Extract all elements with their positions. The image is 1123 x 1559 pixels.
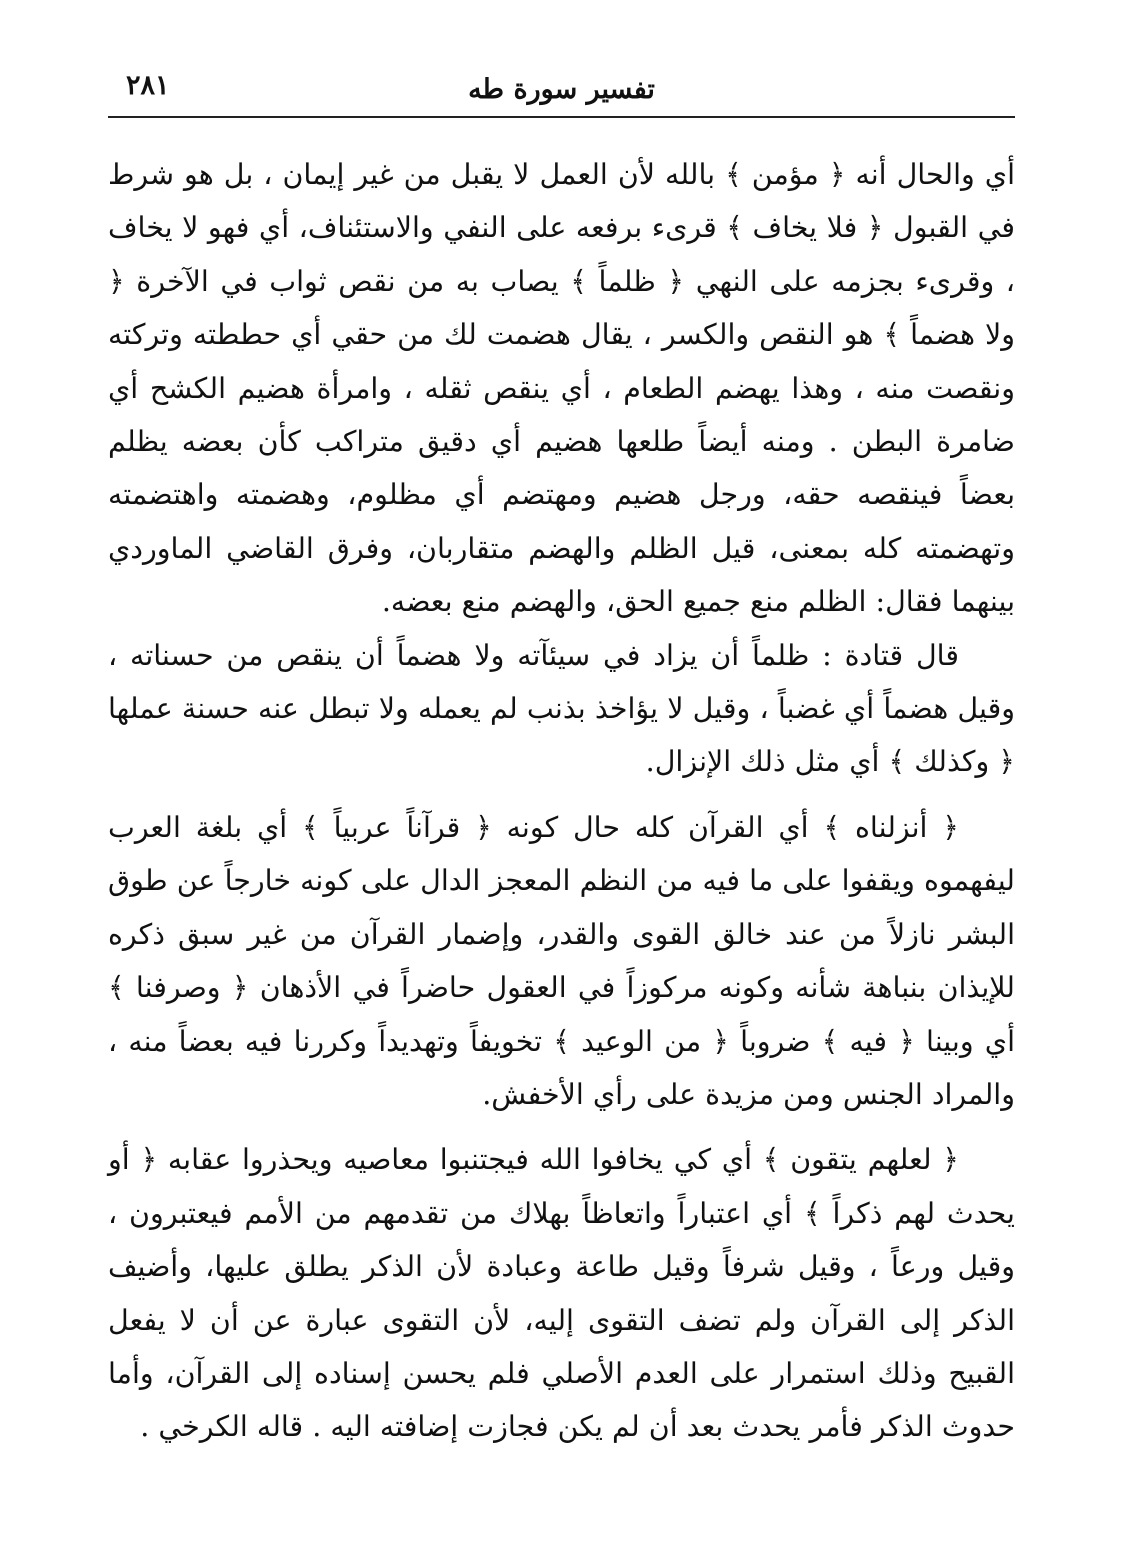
body-text xyxy=(108,148,1015,1454)
paragraph: قال قتادة : ظلماً أن يزاد في سيئآته ولا هضماً أن ينقص من حسناته ، وقيل هضماً أي غضباً ، وقيل لا يؤاخذ بذنب لم يعمله ولا تبطل عنه حسنة عملها ﴿ وكذلك ﴾ أي مثل ذلك الإنزال. xyxy=(108,638,1015,779)
running-title: تفسير سورة طه xyxy=(468,74,655,105)
paragraph: ﴿ لعلهم يتقون ﴾ أي كي يخافوا الله فيجتنبوا معاصيه ويحذروا عقابه ﴿ أو يحدث لهم ذكراً ﴾ أي اعتباراً واتعاظاً بهلاك من تقدمهم من الأمم فيعتبرون ، وقيل ورعاً ، وقيل شرفاً وقيل طاعة وعبادة لأن الذكر يطلق عليها، وأضيف الذكر إلى القرآن ولم تضف التقوى إليه، لأن التقوى عبارة عن أن لا يفعل القبيح وذلك استمرار على العدم الأصلي فلم يحسن إسناده إلى القرآن، وأما حدوث الذكر فأمر يحدث بعد أن لم يكن فجازت إضافته اليه . قاله الكرخي . xyxy=(108,1143,1015,1444)
header-rule xyxy=(108,116,1015,118)
page-header xyxy=(108,66,1015,118)
page-number: ٢٨١ xyxy=(126,70,170,101)
paragraph: ﴿ أنزلناه ﴾ أي القرآن كله حال كونه ﴿ قرآناً عربياً ﴾ أي بلغة العرب ليفهموه ويقفوا على ما فيه من النظم المعجز الدال على كونه خارجاً عن طوق البشر نازلاً من عند خالق القوى والقدر، وإضمار القرآن من غير سبق ذكره للإيذان بنباهة شأنه وكونه مركوزاً في العقول حاضراً في الأذهان ﴿ وصرفنا ﴾ أي وبينا ﴿ فيه ﴾ ضروباً ﴿ من الوعيد ﴾ تخويفاً وتهديداً وكررنا فيه بعضاً منه ، والمراد الجنس ومن مزيدة على رأي الأخفش. xyxy=(108,810,1015,1111)
paragraph: أي والحال أنه ﴿ مؤمن ﴾ بالله لأن العمل لا يقبل من غير إيمان ، بل هو شرط في القبول ﴿ فلا يخاف ﴾ قرىء برفعه على النفي والاستئناف، أي فهو لا يخاف ، وقرىء بجزمه على النهي ﴿ ظلماً ﴾ يصاب به من نقص ثواب في الآخرة ﴿ ولا هضماً ﴾ هو النقص والكسر ، يقال هضمت لك من حقي أي حططته وتركته ونقصت منه ، وهذا يهضم الطعام ، أي ينقص ثقله ، وامرأة هضيم الكشح أي ضامرة البطن . ومنه أيضاً طلعها هضيم أي دقيق متراكب كأن بعضه يظلم بعضاً فينقصه حقه، ورجل هضيم ومهتضم أي مظلوم، وهضمته واهتضمته وتهضمته كله بمعنى، قيل الظلم والهضم متقاربان، وفرق القاضي الماوردي بينهما فقال: الظلم منع جميع الحق، والهضم منع بعضه. xyxy=(108,158,1015,619)
